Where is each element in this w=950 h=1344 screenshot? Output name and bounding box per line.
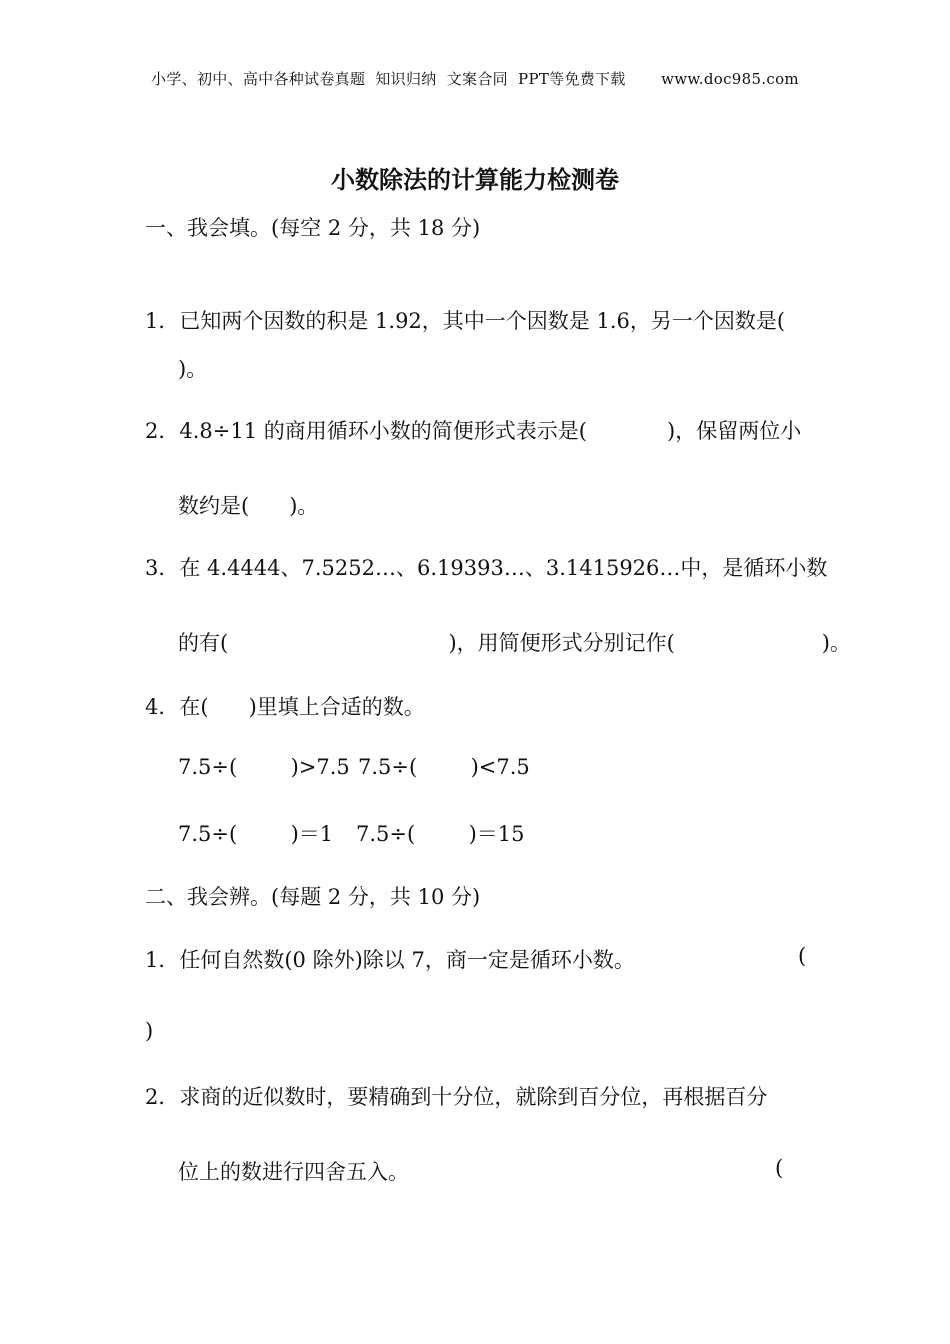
s1-q4-row1a: 7.5÷( )>7.5: [178, 755, 350, 779]
s1-q4-row2b: 7.5÷( )＝15: [356, 822, 525, 846]
s2-q1-paren-open: (: [798, 944, 807, 968]
s1-q2-line1: 2．4.8÷11 的商用循环小数的简便形式表示是( )，保留两位小: [145, 419, 802, 443]
s1-q3-line1: 3．在 4.4444、7.5252…、6.19393…、3.1415926…中，是循环小数: [145, 556, 828, 580]
s2-q2-paren-open: (: [775, 1156, 784, 1180]
s1-q4-row2a: 7.5÷( )＝1: [178, 822, 334, 846]
s2-q1-line1: 1．任何自然数(0 除外)除以 7，商一定是循环小数。: [145, 948, 635, 972]
section1-heading: 一、我会填。(每空 2 分，共 18 分): [145, 216, 481, 240]
s1-q1-line1: 1．已知两个因数的积是 1.92，其中一个因数是 1.6，另一个因数是(: [145, 309, 786, 333]
page-title: 小数除法的计算能力检测卷: [331, 166, 619, 194]
s1-q4-row1b: 7.5÷( )<7.5: [358, 755, 530, 779]
s2-q1-paren-close: ): [145, 1019, 154, 1043]
s1-q4-line1: 4．在( )里填上合适的数。: [145, 695, 425, 719]
s2-q2-line1: 2．求商的近似数时，要精确到十分位，就除到百分位，再根据百分: [145, 1085, 768, 1109]
header-text: 小学、初中、高中各种试卷真题 知识归纳 文案合同 PPT等免费下载: [151, 70, 626, 88]
s1-q1-line2: )。: [178, 357, 208, 381]
header-url: www.doc985.com: [661, 70, 799, 88]
s1-q3-line2: 的有( )，用简便形式分别记作( )。: [178, 631, 851, 655]
s1-q2-line2: 数约是( )。: [178, 494, 319, 518]
site-header: [0, 68, 950, 89]
section2-heading: 二、我会辨。(每题 2 分，共 10 分): [145, 885, 481, 909]
s2-q2-line2: 位上的数进行四舍五入。: [178, 1160, 409, 1184]
